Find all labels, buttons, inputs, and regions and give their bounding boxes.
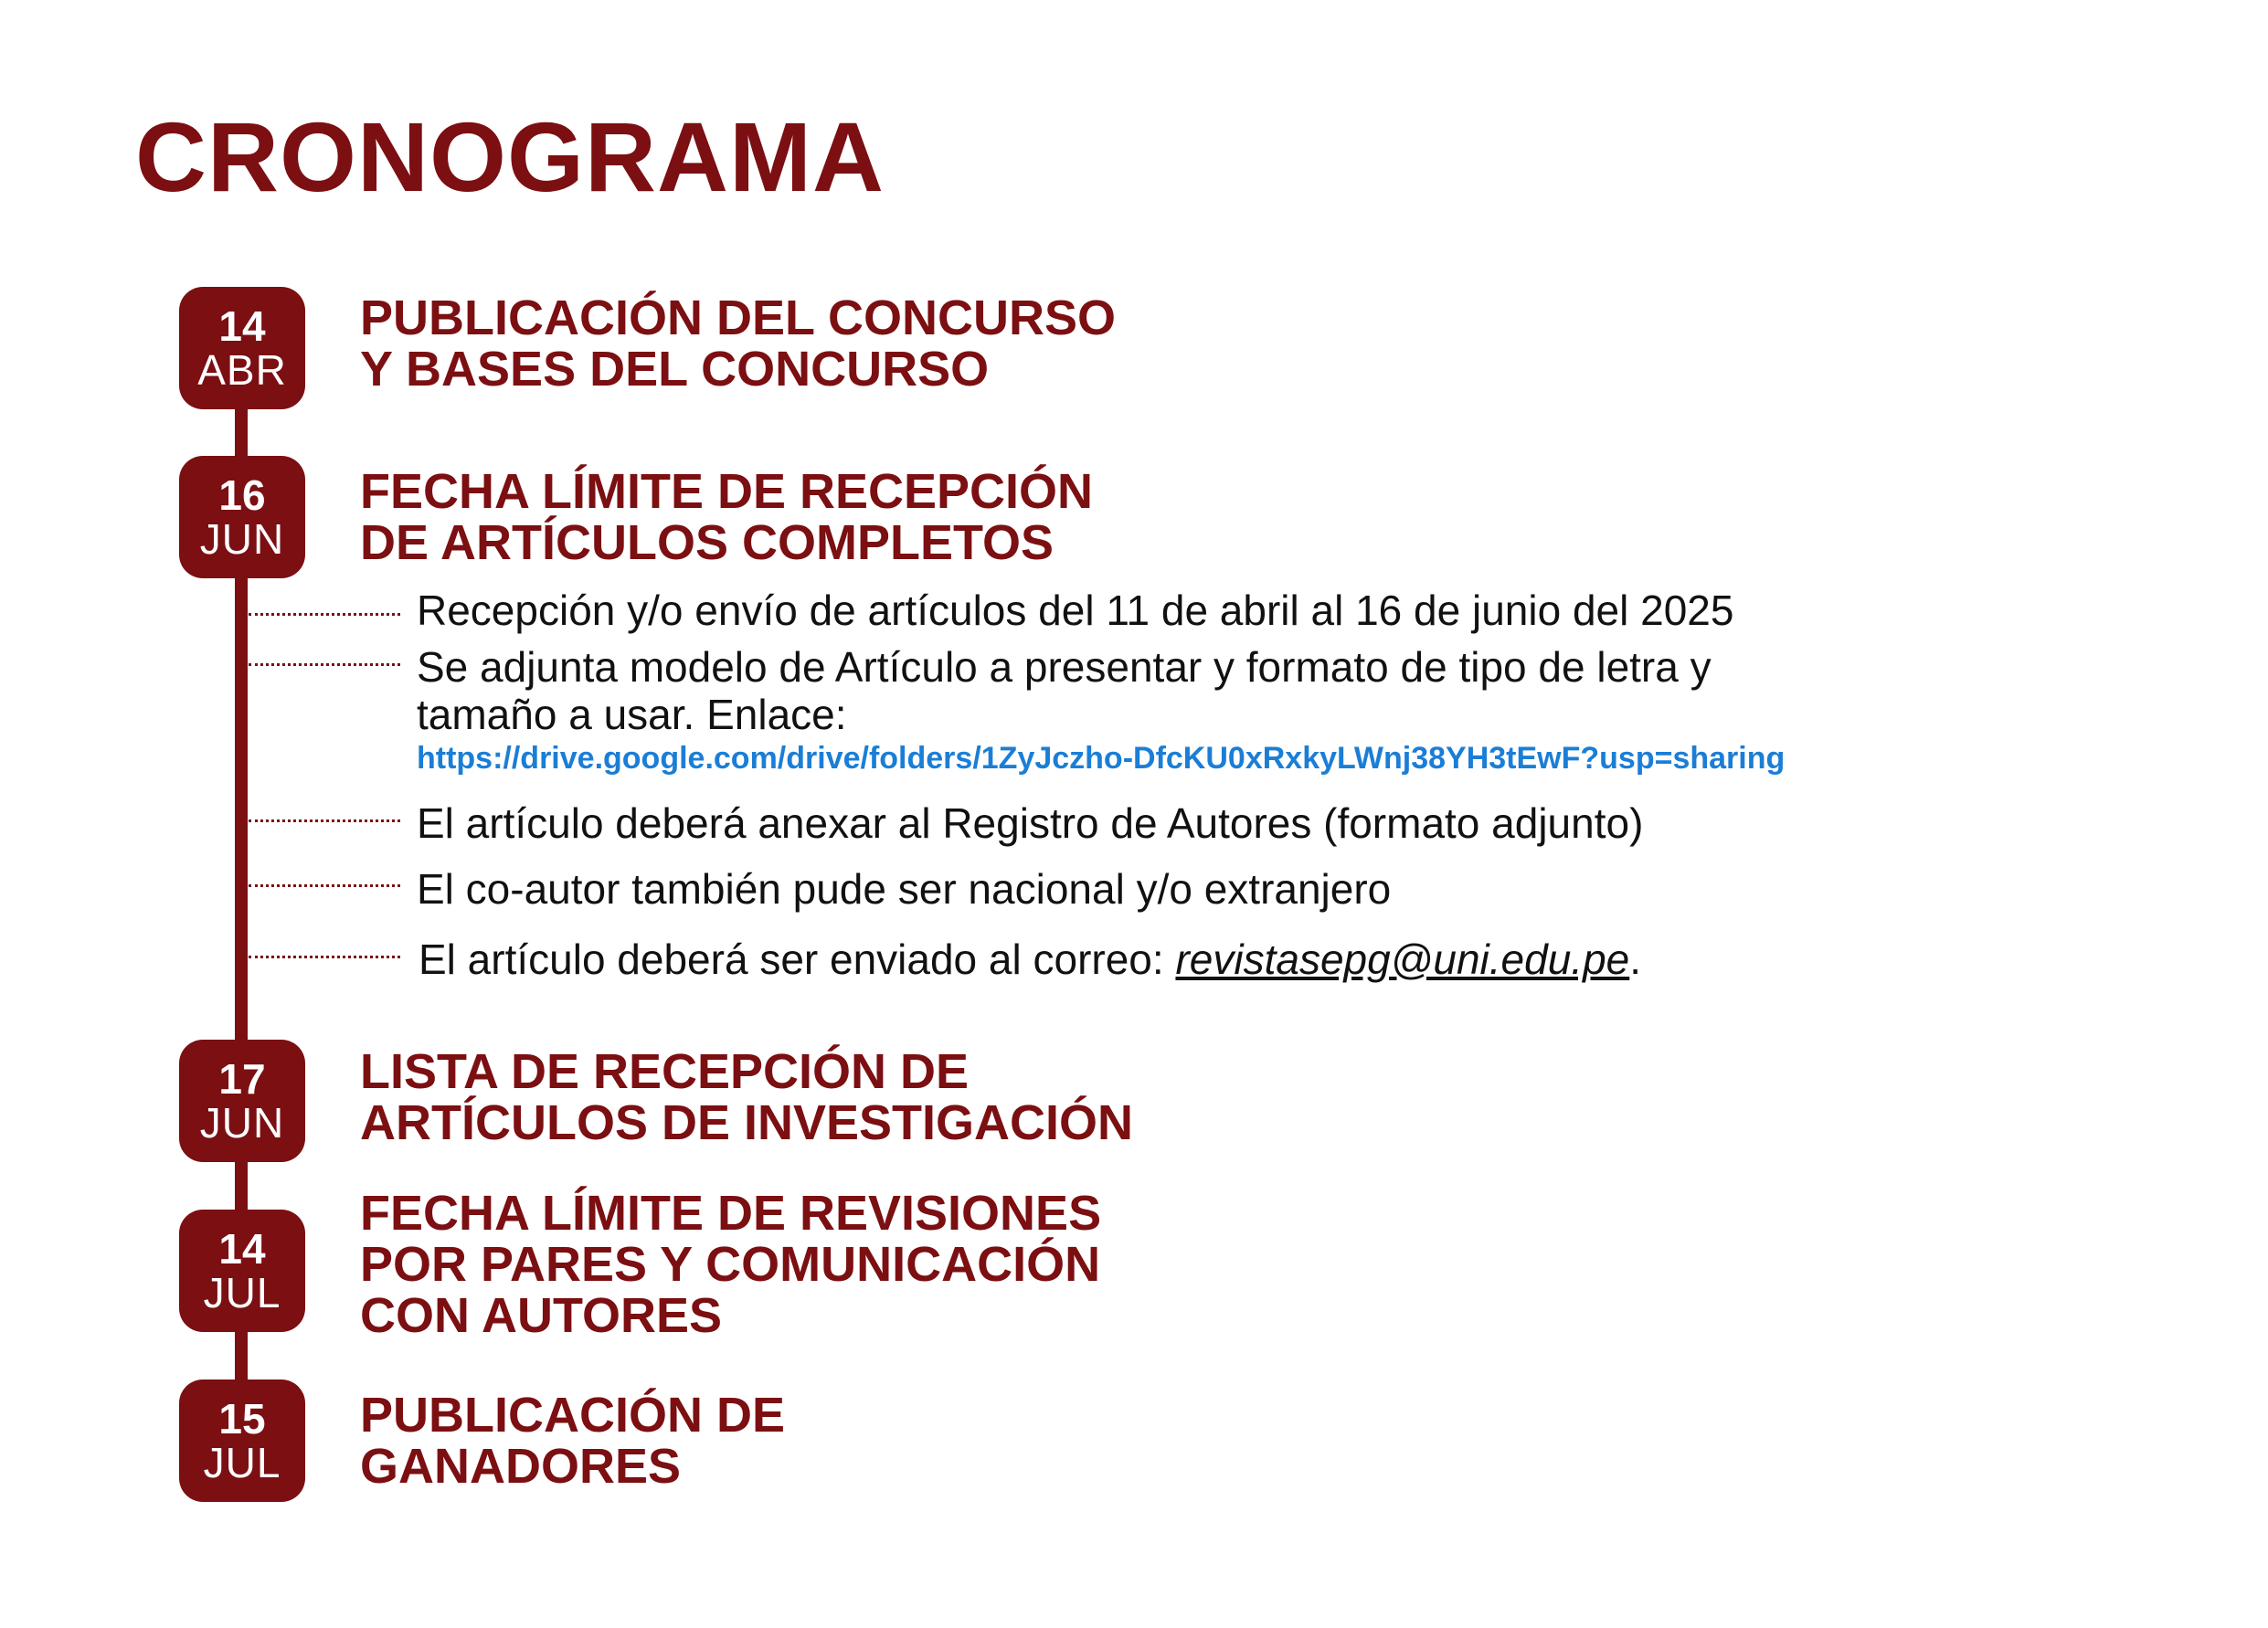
detail-coauthor: El co-autor también pude ser nacional y/o extranjero [417,865,1392,913]
badge-day: 14 [218,301,266,350]
detail-reception: Recepción y/o envío de artículos del 11 de abril al 16 de junio del 2025 [417,587,1734,634]
badge-month: JUN [199,515,285,563]
dotted-connector [249,819,400,822]
date-badge-1 [179,287,305,409]
event-line: FECHA LÍMITE DE REVISIONES [360,1186,1102,1241]
drive-link[interactable]: https://drive.google.com/drive/folders/1ZyJczho-DfcKU0xRxkyLWnj38YH3tEwF?usp=sharing [417,741,1786,776]
event-line: Y BASES DEL CONCURSO [360,342,990,396]
event-line: LISTA DE RECEPCIÓN DE [360,1044,970,1099]
dotted-connector [249,956,400,958]
page-title: CRONOGRAMA [135,101,885,212]
dotted-connector [249,663,400,666]
event-line: PUBLICACIÓN DEL CONCURSO [360,291,1117,345]
badge-month: JUL [203,1439,281,1486]
date-badge-2 [179,456,305,578]
date-badge-5 [179,1380,305,1502]
detail-model-line1: Se adjunta modelo de Artículo a presentar y formato de tipo de letra y [417,643,1712,691]
event-line: POR PARES Y COMUNICACIÓN [360,1237,1101,1292]
email-link[interactable]: revistasepg@uni.edu.pe [1175,936,1630,983]
email-prefix: El artículo deberá ser enviado al correo: [419,936,1176,983]
event-line: PUBLICACIÓN DE [360,1388,786,1443]
detail-model [417,643,1785,778]
badge-day: 17 [218,1054,266,1103]
event-title-2 [360,466,1093,568]
dotted-connector [249,884,400,887]
date-badge-3 [179,1040,305,1162]
event-title-3 [360,1046,1133,1148]
detail-email [419,936,1641,983]
detail-annex: El artículo deberá anexar al Registro de Autores (formato adjunto) [417,799,1644,847]
date-badge-4 [179,1210,305,1332]
badge-day: 14 [218,1224,266,1273]
dotted-connector [249,613,400,616]
email-suffix: . [1629,936,1642,983]
badge-month: ABR [197,346,287,394]
event-line: DE ARTÍCULOS COMPLETOS [360,515,1055,570]
badge-day: 16 [218,470,266,519]
detail-model-line2: tamaño a usar. Enlace: [417,691,847,738]
event-line: CON AUTORES [360,1288,723,1343]
badge-month: JUL [203,1269,281,1316]
event-line: GANADORES [360,1439,682,1494]
event-title-4 [360,1188,1101,1341]
badge-month: JUN [199,1099,285,1147]
event-title-1 [360,292,1116,395]
event-line: ARTÍCULOS DE INVESTIGACIÓN [360,1095,1134,1150]
event-line: FECHA LÍMITE DE RECEPCIÓN [360,464,1094,519]
event-title-5 [360,1390,785,1492]
badge-day: 15 [218,1394,266,1443]
